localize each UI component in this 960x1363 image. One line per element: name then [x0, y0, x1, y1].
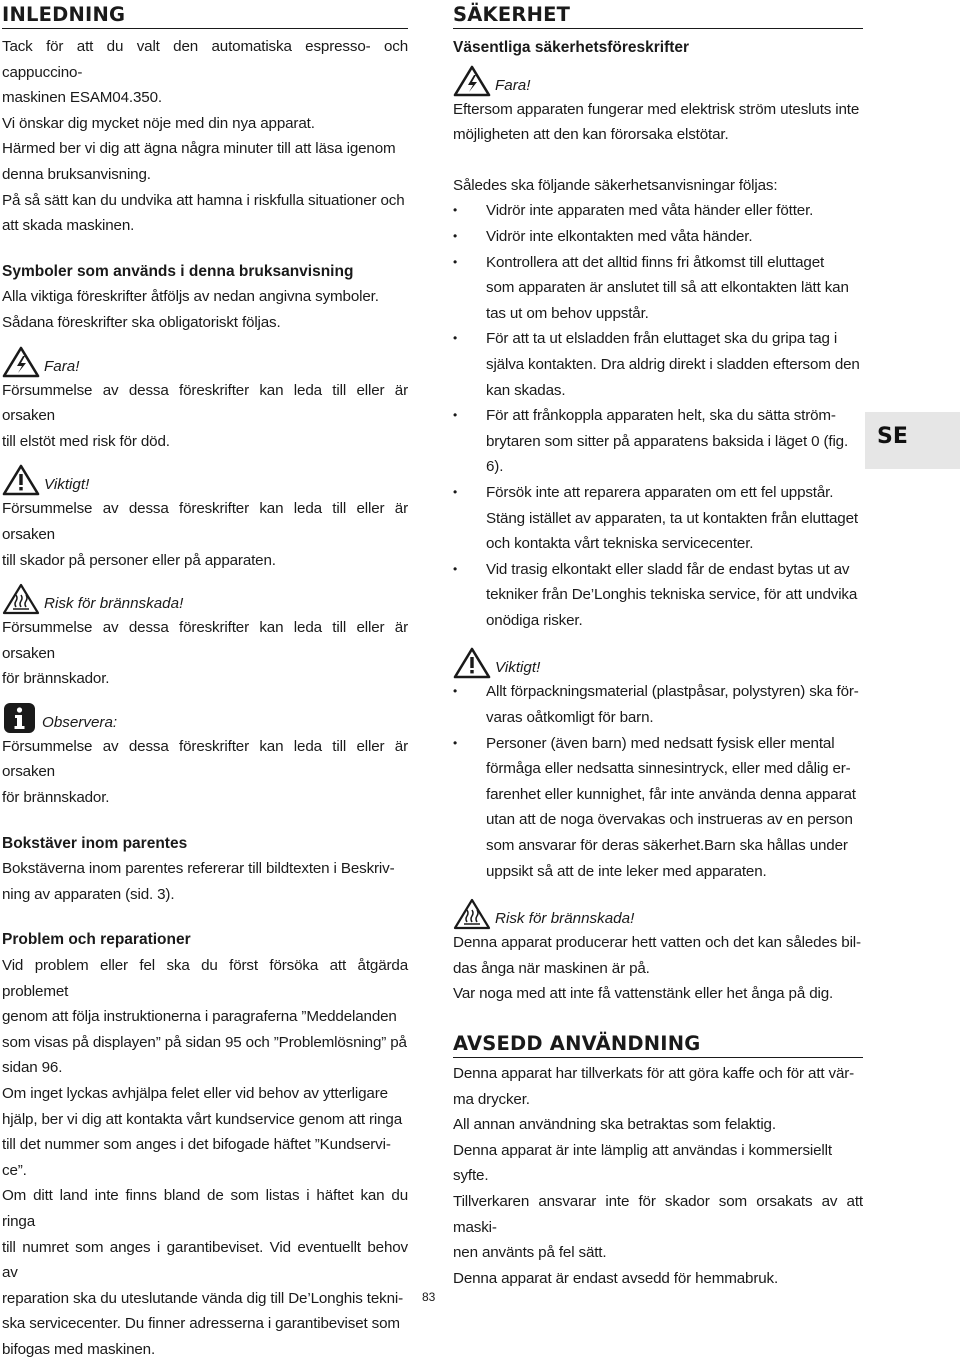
text-line: ce”. [2, 1161, 27, 1179]
text-line: das ånga när maskinen är på. [453, 959, 650, 977]
intro-paragraph [2, 34, 408, 239]
bullet-item [453, 250, 863, 327]
text-line: Försummelse av dessa föreskrifter kan leda till eller är orsaken [2, 619, 408, 662]
symbols-heading: Symboler som används i denna bruksanvisning [2, 262, 354, 280]
text-line: denna bruksanvisning. [2, 165, 151, 183]
bullet-line: tas ut om behov uppstår. [486, 304, 649, 322]
note-paragraph [2, 734, 408, 811]
text-line: Denna apparat har tillverkats för att göra kaffe och för att vär- [453, 1065, 855, 1082]
text-line: ma drycker. [453, 1090, 530, 1108]
note-notice [2, 702, 408, 734]
problems-paragraph [2, 953, 408, 1363]
bullet-item [453, 224, 863, 250]
bullet-line: • Personer (även barn) med nedsatt fysisk eller mental [486, 734, 835, 752]
bullet-item [453, 731, 863, 885]
left-column [2, 0, 408, 1363]
text-line: till numret som anges i garantibeviset. Vid eventuellt behov av [2, 1238, 408, 1282]
text-line: för brännskador. [2, 670, 110, 688]
bullet-line: • Försök inte att reparera apparaten om ett fel uppstår. [486, 483, 834, 501]
section-title-inledning: INLEDNING [2, 0, 408, 29]
hot-surface-warning-icon [453, 898, 491, 930]
text-line: för brännskador. [2, 789, 110, 807]
text-line: till det nummer som anges i det bifogade häftet ”Kundservi- [2, 1136, 391, 1154]
bullet-item [453, 557, 863, 634]
text-line: Om ditt land inte finns bland de som listas i häftet kan du ringa [2, 1187, 408, 1230]
text-line: All annan användning ska betraktas som felaktig. [453, 1116, 776, 1134]
text-line: Var noga med att inte få vattenstänk eller het ånga på dig. [453, 985, 834, 1003]
page-number: 83 [422, 1290, 436, 1304]
bullet-line: • Allt förpackningsmaterial (plastpåsar, polystyren) ska för- [486, 683, 859, 701]
usage-paragraph [453, 1061, 863, 1291]
text-line: Eftersom apparaten fungerar med elektrisk ström utesluts inte [453, 100, 860, 118]
safety-danger-paragraph [453, 97, 863, 148]
bullet-item [453, 679, 863, 730]
text-line: Alla viktiga föreskrifter åtföljs av nedan angivna symboler. [2, 288, 379, 306]
safety-bullet-list [453, 198, 863, 633]
text-line: bifogas med maskinen. [2, 1340, 156, 1358]
follow-instructions: Således ska följande säkerhetsanvisningar följas: [453, 176, 778, 194]
info-icon [2, 702, 38, 734]
right-column [453, 0, 863, 1291]
text-line: Om inget lyckas avhjälpa felet eller vid behov av ytterligare [2, 1085, 388, 1102]
bullet-line: • Vidrör inte apparaten med våta händer eller fötter. [486, 202, 814, 220]
text-line: Vid problem eller fel ska du först försöka att åtgärda problemet [2, 957, 408, 1000]
important-bullet-list [453, 679, 863, 884]
bullet-line: som ansvarar för deras säkerhet.Barn ska hållas under [486, 837, 848, 855]
danger-label: Fara! [44, 357, 80, 375]
symbols-paragraph [2, 284, 408, 335]
burn-label: Risk för brännskada! [44, 595, 184, 613]
language-code: SE [877, 424, 908, 449]
bullet-line: och kontakta vårt tekniska servicecenter. [486, 535, 754, 553]
burn-notice [2, 583, 408, 615]
letters-paragraph [2, 856, 408, 907]
text-line: ning av apparaten (sid. 3). [2, 885, 175, 903]
text-line: Denna apparat är inte lämplig att användas i kommersiellt [453, 1141, 832, 1159]
text-line: Bokstäverna inom parentes refererar till bildtexten i Beskriv- [2, 860, 395, 878]
safety-danger-notice [453, 65, 863, 97]
section-title-avsedd-anvandning: AVSEDD ANVÄNDNING [453, 1029, 863, 1058]
text-line: maskinen ESAM04.350. [2, 89, 162, 107]
exclamation-warning-icon [2, 464, 40, 496]
bullet-line: • Kontrollera att det alltid finns fri åtkomst till eluttaget [486, 253, 825, 271]
problems-heading: Problem och reparationer [2, 931, 191, 949]
text-line: Härmed ber vi dig att ägna några minuter till att läsa igenom [2, 140, 396, 158]
text-line: möjligheten att den kan förorsaka elstötar. [453, 126, 729, 144]
text-line: till elstöt med risk för död. [2, 432, 170, 450]
bullet-line: Stäng istället av apparaten, ta ut kontakten från eluttaget [486, 509, 858, 527]
safety-danger-label: Fara! [495, 76, 531, 94]
text-line: Vi önskar dig mycket nöje med din nya apparat. [2, 114, 315, 132]
text-line: På så sätt kan du undvika att hamna i riskfulla situationer och [2, 191, 405, 209]
text-line: Tack för att du valt den automatiska espresso- och cappuccino- [2, 38, 408, 81]
important-notice [2, 464, 408, 496]
hot-surface-warning-icon [2, 583, 40, 615]
text-line: ska servicecenter. Du finner adresserna i garantibeviset som [2, 1315, 400, 1333]
bullet-line: varas oåtkomligt för barn. [486, 709, 654, 727]
text-line: att skada maskinen. [2, 217, 135, 235]
danger-paragraph [2, 378, 408, 455]
important-paragraph [2, 496, 408, 573]
safety-important-label: Viktigt! [495, 659, 541, 677]
safety-subheading: Väsentliga säkerhetsföreskrifter [453, 39, 690, 56]
safety-burn-label: Risk för brännskada! [495, 910, 635, 928]
bullet-line: som apparaten är anslutet till så att elkontakten lätt kan [486, 279, 849, 297]
text-line: sidan 96. [2, 1059, 63, 1077]
text-line: hjälp, ber vi dig att kontakta vårt kundservice genom att ringa [2, 1110, 402, 1128]
text-line: Försummelse av dessa föreskrifter kan leda till eller är orsaken [2, 737, 408, 781]
text-line: Sådana föreskrifter ska obligatoriskt följas. [2, 313, 281, 331]
note-label: Observera: [42, 713, 118, 731]
bullet-item [453, 326, 863, 403]
bullet-line: • Vidrör inte elkontakten med våta händer. [486, 227, 753, 245]
bullet-line: 6). [486, 458, 504, 476]
bullet-item [453, 198, 863, 224]
bullet-line: • För att ta ut elsladden från eluttaget ska du gripa tag i [486, 330, 838, 348]
text-line: nen använts på fel sätt. [453, 1244, 607, 1262]
bullet-line: kan skadas. [486, 381, 566, 399]
safety-burn-notice [453, 898, 863, 930]
text-line: reparation ska du uteslutande vända dig till De’Longhis tekni- [2, 1289, 404, 1307]
bullet-line: • För att frånkoppla apparaten helt, ska du sätta ström- [486, 407, 836, 425]
text-line: Denna apparat är endast avsedd för hemmabruk. [453, 1269, 779, 1287]
safety-important-notice [453, 647, 863, 679]
bullet-line: • Vid trasig elkontakt eller sladd får de endast bytas ut av [486, 560, 850, 578]
danger-notice [2, 346, 408, 378]
bullet-line: farenhet eller kunnighet, får inte använda denna apparat [486, 785, 856, 803]
important-label: Viktigt! [44, 476, 90, 494]
text-line: syfte. [453, 1167, 489, 1185]
bullet-line: utan att de noga övervakas och instrueras av en person [486, 811, 853, 829]
text-line: Försummelse av dessa föreskrifter kan leda till eller är orsaken [2, 500, 408, 543]
letters-heading: Bokstäver inom parentes [2, 834, 188, 852]
section-title-sakerhet: SÄKERHET [453, 0, 863, 29]
bullet-line: onödiga risker. [486, 611, 583, 629]
electric-shock-warning-icon [2, 346, 40, 378]
language-tab [865, 412, 960, 469]
text-line: Denna apparat producerar hett vatten och det kan således bil- [453, 934, 861, 952]
text-line: Försummelse av dessa föreskrifter kan leda till eller är orsaken [2, 381, 408, 425]
bullet-line: brytaren som sitter på apparatens baksida i läget 0 (fig. [486, 432, 849, 450]
exclamation-warning-icon [453, 647, 491, 679]
bullet-line: förmåga eller nedsatta sinnesintryck, eller med dålig er- [486, 760, 851, 778]
bullet-item [453, 480, 863, 557]
safety-burn-paragraph [453, 930, 863, 1007]
text-line: som visas på displayen” på sidan 95 och ”Problemlösning” på [2, 1033, 407, 1051]
burn-paragraph [2, 615, 408, 692]
bullet-item [453, 403, 863, 480]
text-line: till skador på personer eller på apparaten. [2, 551, 276, 569]
bullet-line: tekniker från De’Longhis tekniska service, för att undvika [486, 586, 858, 604]
electric-shock-warning-icon [453, 65, 491, 97]
bullet-line: uppsikt så att de inte leker med apparaten. [486, 862, 767, 880]
text-line: Tillverkaren ansvarar inte för skador som orsakats av att maski- [453, 1192, 863, 1236]
bullet-line: själva kontakten. Dra aldrig direkt i sladden eftersom den [486, 355, 860, 373]
text-line: genom att följa instruktionerna i paragraferna ”Meddelanden [2, 1008, 397, 1026]
